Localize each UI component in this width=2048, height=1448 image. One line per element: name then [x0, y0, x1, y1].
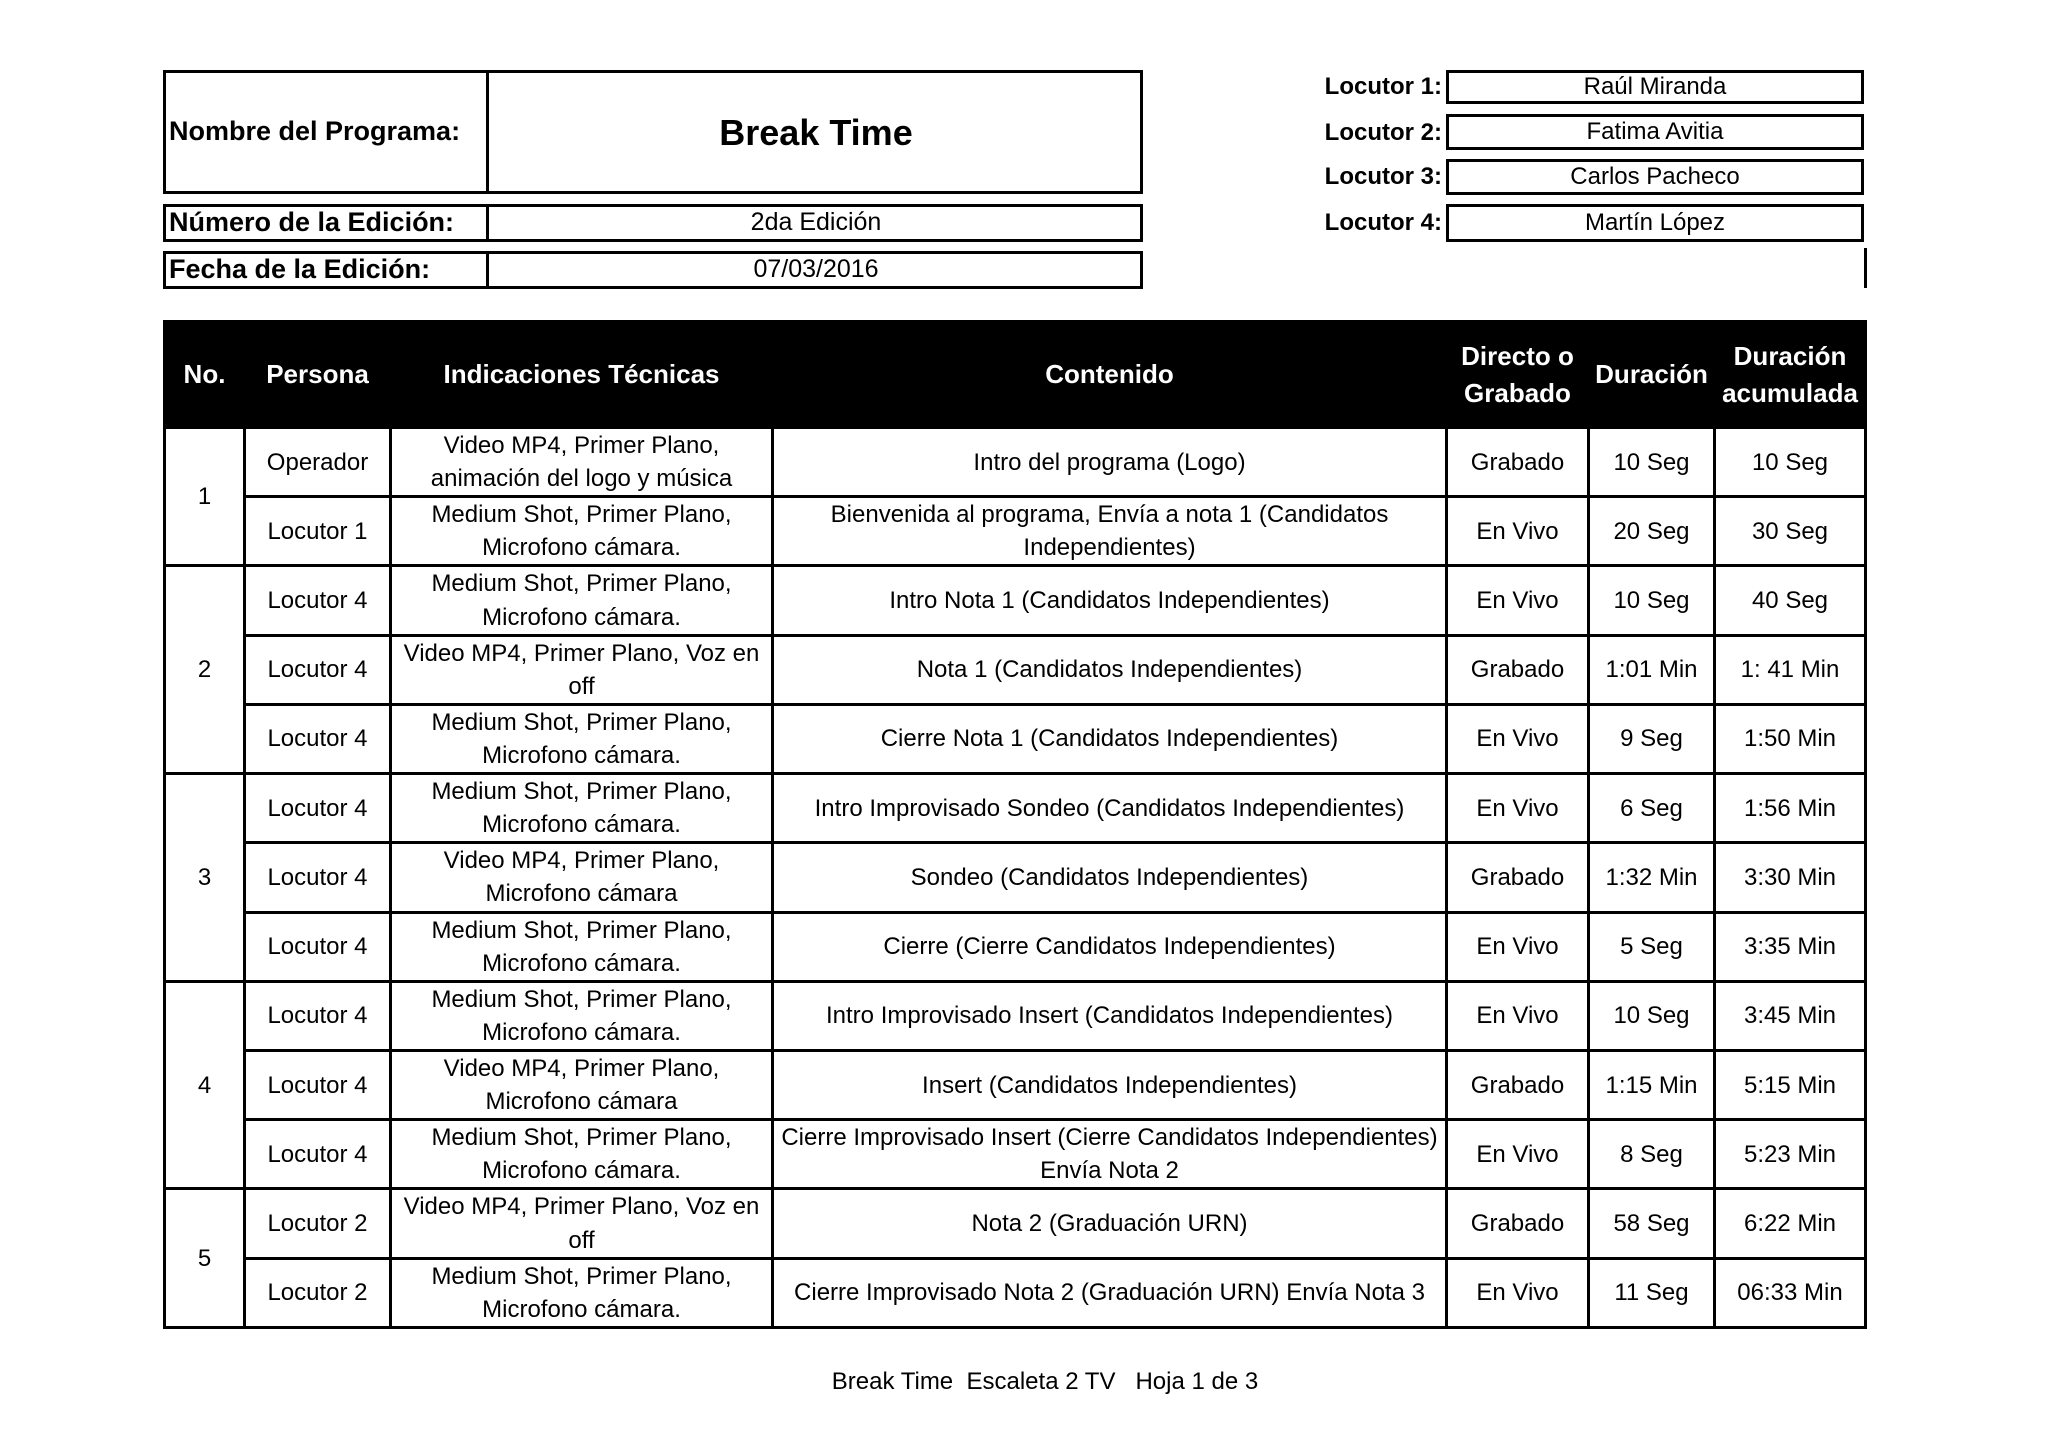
table-row: [165, 1189, 1866, 1258]
duracion-cell: 8 Seg: [1589, 1120, 1715, 1189]
duracion-cell: 9 Seg: [1589, 704, 1715, 773]
duracion-cell: 11 Seg: [1589, 1258, 1715, 1327]
segment-number: 5: [165, 1189, 245, 1327]
contenido-cell: Cierre Improvisado Insert (Cierre Candidatos Independientes) Envía Nota 2: [773, 1120, 1447, 1189]
persona-cell: Locutor 4: [245, 704, 391, 773]
tipo-cell: En Vivo: [1447, 497, 1589, 566]
duracion-cell: 5 Seg: [1589, 912, 1715, 981]
acumulada-cell: 1:50 Min: [1715, 704, 1866, 773]
locutor-1-name: Raúl Miranda: [1446, 70, 1864, 104]
contenido-cell: Cierre Improvisado Nota 2 (Graduación URN) Envía Nota 3: [773, 1258, 1447, 1327]
tech-cell: Video MP4, Primer Plano, Voz en off: [391, 635, 773, 704]
persona-cell: Locutor 2: [245, 1258, 391, 1327]
table-row: [165, 981, 1866, 1050]
contenido-cell: Intro del programa (Logo): [773, 428, 1447, 497]
acumulada-cell: 1:56 Min: [1715, 774, 1866, 843]
persona-cell: Locutor 4: [245, 1120, 391, 1189]
program-name-value: Break Time: [719, 111, 913, 153]
contenido-cell: Sondeo (Candidatos Independientes): [773, 843, 1447, 912]
edition-number-label: Número de la Edición:: [163, 204, 489, 242]
duracion-cell: 6 Seg: [1589, 774, 1715, 843]
locutor-3-name: Carlos Pacheco: [1446, 159, 1864, 195]
tech-cell: Medium Shot, Primer Plano, Microfono cámara.: [391, 1120, 773, 1189]
locutor-4-name: Martín López: [1446, 204, 1864, 242]
acumulada-cell: 1: 41 Min: [1715, 635, 1866, 704]
table-row: [165, 497, 1866, 566]
persona-cell: Locutor 4: [245, 566, 391, 635]
tech-cell: Medium Shot, Primer Plano, Microfono cámara.: [391, 774, 773, 843]
acumulada-cell: 3:30 Min: [1715, 843, 1866, 912]
table-row: [165, 843, 1866, 912]
acumulada-cell: 30 Seg: [1715, 497, 1866, 566]
contenido-cell: Cierre (Cierre Candidatos Independientes): [773, 912, 1447, 981]
col-header-persona: Persona: [245, 322, 391, 428]
col-header-duracion: Duración: [1589, 322, 1715, 428]
persona-cell: Locutor 1: [245, 497, 391, 566]
duracion-cell: 1:32 Min: [1589, 843, 1715, 912]
persona-cell: Locutor 4: [245, 774, 391, 843]
table-row: [165, 774, 1866, 843]
contenido-cell: Intro Improvisado Insert (Candidatos Independientes): [773, 981, 1447, 1050]
tech-cell: Medium Shot, Primer Plano, Microfono cámara.: [391, 912, 773, 981]
contenido-cell: Intro Nota 1 (Candidatos Independientes): [773, 566, 1447, 635]
tipo-cell: En Vivo: [1447, 704, 1589, 773]
acumulada-cell: 10 Seg: [1715, 428, 1866, 497]
table-row: [165, 912, 1866, 981]
tipo-cell: Grabado: [1447, 635, 1589, 704]
table-header-row: [165, 322, 1866, 428]
table-row: [165, 635, 1866, 704]
col-header-directo-grabado: Directo o Grabado: [1447, 322, 1589, 428]
contenido-cell: Nota 1 (Candidatos Independientes): [773, 635, 1447, 704]
tipo-cell: En Vivo: [1447, 912, 1589, 981]
acumulada-cell: 6:22 Min: [1715, 1189, 1866, 1258]
rundown-table: [163, 320, 1867, 1329]
col-header-duracion-acumulada: Duración acumulada: [1715, 322, 1866, 428]
table-row: [165, 1050, 1866, 1119]
tipo-cell: En Vivo: [1447, 774, 1589, 843]
table-row: [165, 1120, 1866, 1189]
contenido-cell: Intro Improvisado Sondeo (Candidatos Independientes): [773, 774, 1447, 843]
persona-cell: Locutor 4: [245, 635, 391, 704]
persona-cell: Locutor 2: [245, 1189, 391, 1258]
segment-number: 4: [165, 981, 245, 1189]
table-row: [165, 704, 1866, 773]
acumulada-cell: 3:35 Min: [1715, 912, 1866, 981]
tipo-cell: En Vivo: [1447, 981, 1589, 1050]
tipo-cell: Grabado: [1447, 1050, 1589, 1119]
locutor-4-label: Locutor 4:: [1324, 209, 1442, 236]
table-row: [165, 428, 1866, 497]
acumulada-cell: 5:23 Min: [1715, 1120, 1866, 1189]
tech-cell: Medium Shot, Primer Plano, Microfono cámara.: [391, 497, 773, 566]
persona-cell: Locutor 4: [245, 912, 391, 981]
segment-number: 3: [165, 774, 245, 982]
contenido-cell: Cierre Nota 1 (Candidatos Independientes): [773, 704, 1447, 773]
tech-cell: Medium Shot, Primer Plano, Microfono cámara.: [391, 1258, 773, 1327]
tech-cell: Medium Shot, Primer Plano, Microfono cámara.: [391, 704, 773, 773]
acumulada-cell: 5:15 Min: [1715, 1050, 1866, 1119]
edition-date-value: 07/03/2016: [753, 255, 879, 284]
duracion-cell: 1:01 Min: [1589, 635, 1715, 704]
col-header-contenido: Contenido: [773, 322, 1447, 428]
program-name-label: Nombre del Programa:: [163, 70, 489, 194]
tech-cell: Medium Shot, Primer Plano, Microfono cámara.: [391, 566, 773, 635]
table-row: [165, 566, 1866, 635]
tech-cell: Video MP4, Primer Plano, Voz en off: [391, 1189, 773, 1258]
tipo-cell: En Vivo: [1447, 1120, 1589, 1189]
duracion-cell: 10 Seg: [1589, 566, 1715, 635]
tech-cell: Video MP4, Primer Plano, Microfono cámara: [391, 1050, 773, 1119]
locutor-3-label: Locutor 3:: [1324, 163, 1442, 190]
divider-tick: [1864, 248, 1867, 288]
duracion-cell: 58 Seg: [1589, 1189, 1715, 1258]
locutor-1-label: Locutor 1:: [1324, 73, 1442, 100]
duracion-cell: 10 Seg: [1589, 428, 1715, 497]
edition-number-value: 2da Edición: [750, 208, 882, 237]
locutor-2-name: Fatima Avitia: [1446, 114, 1864, 150]
tech-cell: Video MP4, Primer Plano, Microfono cámara: [391, 843, 773, 912]
acumulada-cell: 40 Seg: [1715, 566, 1866, 635]
tipo-cell: Grabado: [1447, 1189, 1589, 1258]
table-row: [165, 1258, 1866, 1327]
page-footer: Break Time Escaleta 2 TV Hoja 1 de 3: [831, 1368, 1259, 1395]
tech-cell: Video MP4, Primer Plano, animación del logo y música: [391, 428, 773, 497]
acumulada-cell: 3:45 Min: [1715, 981, 1866, 1050]
contenido-cell: Nota 2 (Graduación URN): [773, 1189, 1447, 1258]
segment-number: 2: [165, 566, 245, 774]
persona-cell: Locutor 4: [245, 1050, 391, 1119]
duracion-cell: 20 Seg: [1589, 497, 1715, 566]
tipo-cell: En Vivo: [1447, 1258, 1589, 1327]
contenido-cell: Bienvenida al programa, Envía a nota 1 (Candidatos Independientes): [773, 497, 1447, 566]
contenido-cell: Insert (Candidatos Independientes): [773, 1050, 1447, 1119]
persona-cell: Operador: [245, 428, 391, 497]
duracion-cell: 10 Seg: [1589, 981, 1715, 1050]
tipo-cell: Grabado: [1447, 843, 1589, 912]
persona-cell: Locutor 4: [245, 981, 391, 1050]
col-header-indicaciones: Indicaciones Técnicas: [391, 322, 773, 428]
persona-cell: Locutor 4: [245, 843, 391, 912]
acumulada-cell: 06:33 Min: [1715, 1258, 1866, 1327]
locutor-2-label: Locutor 2:: [1324, 119, 1442, 146]
col-header-no: No.: [165, 322, 245, 428]
tipo-cell: En Vivo: [1447, 566, 1589, 635]
tech-cell: Medium Shot, Primer Plano, Microfono cámara.: [391, 981, 773, 1050]
tipo-cell: Grabado: [1447, 428, 1589, 497]
segment-number: 1: [165, 428, 245, 566]
edition-date-label: Fecha de la Edición:: [163, 251, 489, 289]
duracion-cell: 1:15 Min: [1589, 1050, 1715, 1119]
